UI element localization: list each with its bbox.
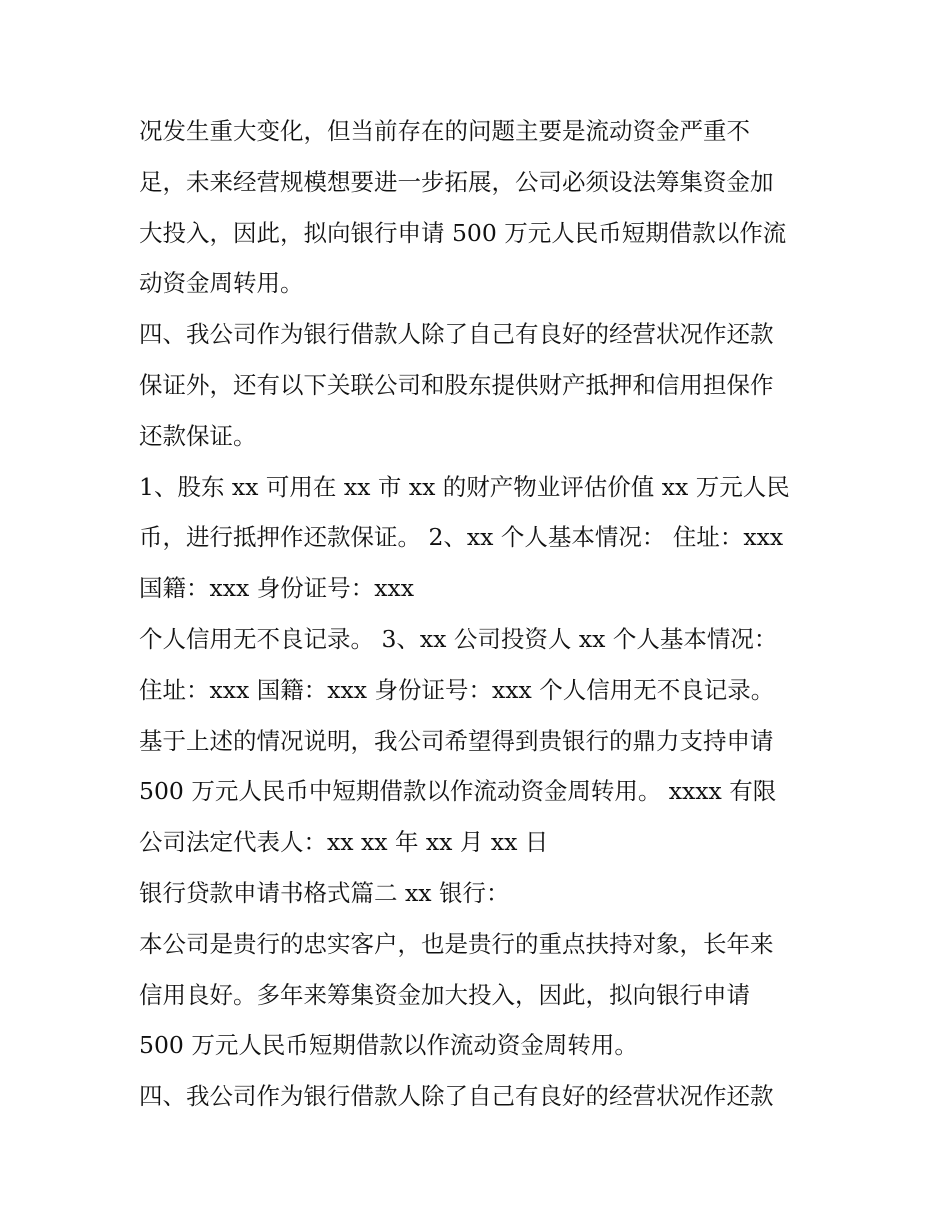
text-line: 四、我公司作为银行借款人除了自己有良好的经营状况作还款: [139, 1082, 774, 1111]
text-line: 大投入，因此，拟向银行申请 500 万元人民币短期借款以作流: [139, 218, 787, 247]
text-line: 国籍：xxx 身份证号：xxx: [139, 574, 414, 603]
text-line: 况发生重大变化，但当前存在的问题主要是流动资金严重不: [139, 117, 750, 145]
text-line: 保证外，还有以下关联公司和股东提供财产抵押和信用担保作: [139, 370, 774, 399]
text-line: 本公司是贵行的忠实客户，也是贵行的重点扶持对象，长年来: [139, 929, 774, 958]
text-line: 动资金周转用。: [139, 269, 304, 298]
text-line: 四、我公司作为银行借款人除了自己有良好的经营状况作还款: [139, 320, 774, 349]
text-line: 信用良好。多年来筹集资金加大投入，因此，拟向银行申请: [139, 980, 750, 1009]
text-line: 还款保证。: [139, 421, 257, 450]
text-line: 500 万元人民币短期借款以作流动资金周转用。: [139, 1031, 638, 1060]
text-line: 基于上述的情况说明，我公司希望得到贵银行的鼎力支持申请: [139, 726, 774, 755]
document-body: [139, 106, 839, 1122]
text-line: 1、股东 xx 可用在 xx 市 xx 的财产物业评估价值 xx 万元人民: [139, 472, 790, 501]
text-line: 住址：xxx 国籍：xxx 身份证号：xxx 个人信用无不良记录。: [139, 675, 775, 704]
text-line: 币，进行抵押作还款保证。 2、xx 个人基本情况： 住址：xxx: [139, 523, 784, 552]
text-line: 足，未来经营规模想要进一步拓展，公司必须设法筹集资金加: [139, 167, 774, 196]
text-line: 公司法定代表人：xx xx 年 xx 月 xx 日: [139, 828, 549, 857]
text-line: 500 万元人民币中短期借款以作流动资金周转用。 xxxx 有限: [139, 777, 777, 806]
text-line: 个人信用无不良记录。 3、xx 公司投资人 xx 个人基本情况：: [139, 624, 778, 653]
text-line: 银行贷款申请书格式篇二 xx 银行：: [139, 878, 510, 907]
